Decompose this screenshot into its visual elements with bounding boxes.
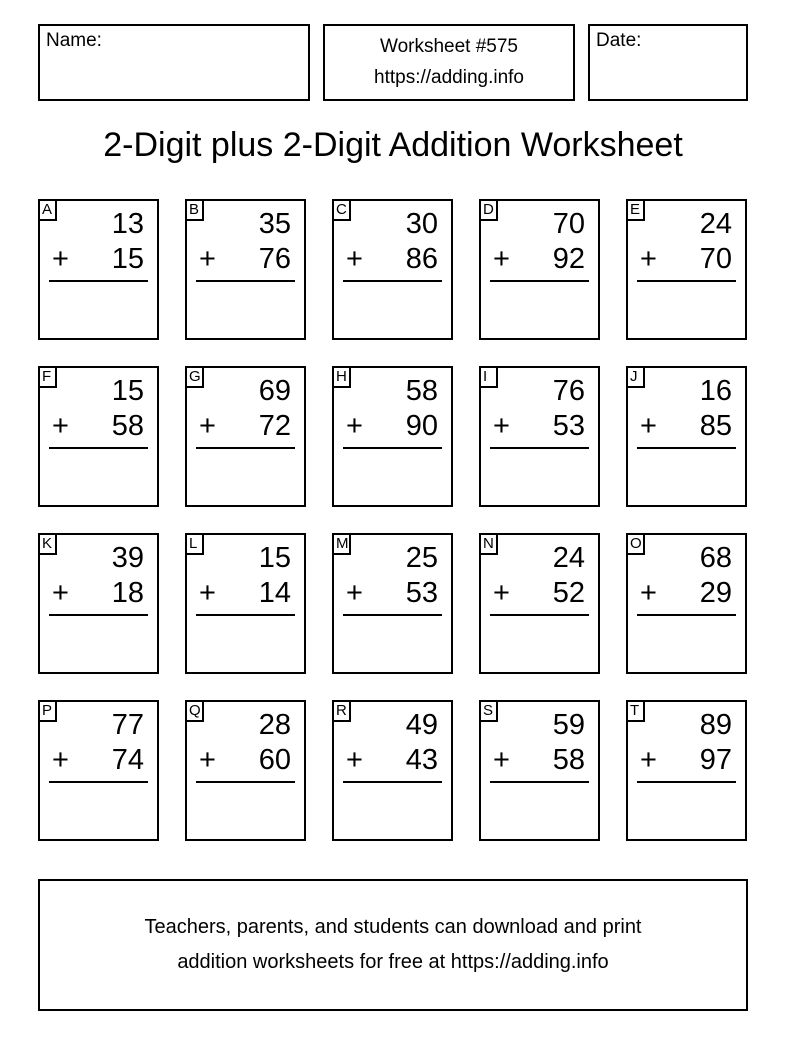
- plus-sign: +: [52, 243, 69, 275]
- answer-line: [490, 614, 589, 616]
- plus-sign: +: [346, 243, 363, 275]
- plus-sign: +: [640, 577, 657, 609]
- answer-line: [490, 280, 589, 282]
- bottom-addend: 18: [111, 577, 144, 609]
- problem-h[interactable]: [332, 366, 453, 507]
- problem-letter: L: [185, 533, 204, 555]
- plus-sign: +: [52, 577, 69, 609]
- worksheet-number: Worksheet #575: [379, 36, 518, 57]
- answer-line: [196, 781, 295, 783]
- answer-line: [637, 280, 736, 282]
- plus-sign: +: [346, 410, 363, 442]
- problem-letter: B: [185, 199, 204, 221]
- answer-line: [490, 447, 589, 449]
- answer-line: [49, 447, 148, 449]
- problem-letter: R: [332, 700, 351, 722]
- bottom-addend: 86: [405, 243, 438, 275]
- problem-letter: J: [626, 366, 645, 388]
- answer-line: [490, 781, 589, 783]
- bottom-addend: 53: [552, 410, 585, 442]
- bottom-addend: 74: [111, 744, 144, 776]
- bottom-addend: 43: [405, 744, 438, 776]
- problem-m[interactable]: [332, 533, 453, 674]
- problem-letter: F: [38, 366, 57, 388]
- top-addend: 28: [258, 709, 291, 741]
- top-addend: 39: [111, 542, 144, 574]
- top-addend: 76: [552, 375, 585, 407]
- bottom-addend: 58: [552, 744, 585, 776]
- bottom-addend: 97: [699, 744, 732, 776]
- plus-sign: +: [346, 744, 363, 776]
- answer-line: [343, 447, 442, 449]
- top-addend: 16: [699, 375, 732, 407]
- top-addend: 89: [699, 709, 732, 741]
- answer-line: [343, 781, 442, 783]
- date-field-box[interactable]: [588, 24, 748, 101]
- bottom-addend: 58: [111, 410, 144, 442]
- problem-p[interactable]: [38, 700, 159, 841]
- problem-s[interactable]: [479, 700, 600, 841]
- answer-line: [49, 614, 148, 616]
- plus-sign: +: [52, 410, 69, 442]
- plus-sign: +: [640, 243, 657, 275]
- top-addend: 24: [699, 208, 732, 240]
- problem-a[interactable]: [38, 199, 159, 340]
- top-addend: 77: [111, 709, 144, 741]
- problem-letter: H: [332, 366, 351, 388]
- top-addend: 24: [552, 542, 585, 574]
- problem-b[interactable]: [185, 199, 306, 340]
- problem-letter: K: [38, 533, 57, 555]
- plus-sign: +: [493, 577, 510, 609]
- top-addend: 30: [405, 208, 438, 240]
- worksheet-title: 2-Digit plus 2-Digit Addition Worksheet: [103, 126, 683, 164]
- answer-line: [49, 280, 148, 282]
- top-addend: 49: [405, 709, 438, 741]
- problem-letter: T: [626, 700, 645, 722]
- footer-line-1: Teachers, parents, and students can download and print: [144, 916, 642, 938]
- top-addend: 68: [699, 542, 732, 574]
- bottom-addend: 60: [258, 744, 291, 776]
- problem-r[interactable]: [332, 700, 453, 841]
- top-addend: 15: [111, 375, 144, 407]
- bottom-addend: 92: [552, 243, 585, 275]
- plus-sign: +: [493, 744, 510, 776]
- bottom-addend: 70: [699, 243, 732, 275]
- problem-n[interactable]: [479, 533, 600, 674]
- bottom-addend: 29: [699, 577, 732, 609]
- problem-letter: E: [626, 199, 645, 221]
- answer-line: [196, 614, 295, 616]
- answer-line: [49, 781, 148, 783]
- problem-d[interactable]: [479, 199, 600, 340]
- top-addend: 70: [552, 208, 585, 240]
- problem-letter: G: [185, 366, 204, 388]
- problem-letter: N: [479, 533, 498, 555]
- answer-line: [637, 781, 736, 783]
- footer-box: [38, 879, 748, 1011]
- problem-letter: M: [332, 533, 351, 555]
- bottom-addend: 90: [405, 410, 438, 442]
- problem-letter: D: [479, 199, 498, 221]
- name-label: Name:: [46, 30, 102, 51]
- answer-line: [196, 447, 295, 449]
- problem-letter: O: [626, 533, 645, 555]
- plus-sign: +: [199, 577, 216, 609]
- top-addend: 15: [258, 542, 291, 574]
- problem-q[interactable]: [185, 700, 306, 841]
- worksheet-url[interactable]: https://adding.info: [374, 67, 524, 88]
- bottom-addend: 15: [111, 243, 144, 275]
- problem-letter: Q: [185, 700, 204, 722]
- problem-j[interactable]: [626, 366, 747, 507]
- problem-t[interactable]: [626, 700, 747, 841]
- plus-sign: +: [346, 577, 363, 609]
- problem-l[interactable]: [185, 533, 306, 674]
- plus-sign: +: [199, 744, 216, 776]
- problem-letter: I: [479, 366, 498, 388]
- footer-line-2: addition worksheets for free at https://adding.info: [177, 951, 609, 973]
- bottom-addend: 76: [258, 243, 291, 275]
- plus-sign: +: [52, 744, 69, 776]
- name-field-box[interactable]: [38, 24, 310, 101]
- plus-sign: +: [640, 410, 657, 442]
- answer-line: [343, 280, 442, 282]
- bottom-addend: 14: [258, 577, 291, 609]
- problem-letter: P: [38, 700, 57, 722]
- worksheet-info-box: [323, 24, 575, 101]
- top-addend: 35: [258, 208, 291, 240]
- answer-line: [343, 614, 442, 616]
- answer-line: [637, 447, 736, 449]
- plus-sign: +: [493, 410, 510, 442]
- problem-i[interactable]: [479, 366, 600, 507]
- problem-c[interactable]: [332, 199, 453, 340]
- problem-f[interactable]: [38, 366, 159, 507]
- bottom-addend: 72: [258, 410, 291, 442]
- problem-letter: C: [332, 199, 351, 221]
- top-addend: 25: [405, 542, 438, 574]
- problem-letter: S: [479, 700, 498, 722]
- bottom-addend: 53: [405, 577, 438, 609]
- problem-o[interactable]: [626, 533, 747, 674]
- problem-e[interactable]: [626, 199, 747, 340]
- plus-sign: +: [493, 243, 510, 275]
- bottom-addend: 52: [552, 577, 585, 609]
- plus-sign: +: [199, 410, 216, 442]
- problem-g[interactable]: [185, 366, 306, 507]
- top-addend: 58: [405, 375, 438, 407]
- plus-sign: +: [199, 243, 216, 275]
- top-addend: 69: [258, 375, 291, 407]
- problem-letter: A: [38, 199, 57, 221]
- date-label: Date:: [596, 30, 642, 51]
- answer-line: [637, 614, 736, 616]
- plus-sign: +: [640, 744, 657, 776]
- top-addend: 59: [552, 709, 585, 741]
- top-addend: 13: [111, 208, 144, 240]
- problem-k[interactable]: [38, 533, 159, 674]
- answer-line: [196, 280, 295, 282]
- bottom-addend: 85: [699, 410, 732, 442]
